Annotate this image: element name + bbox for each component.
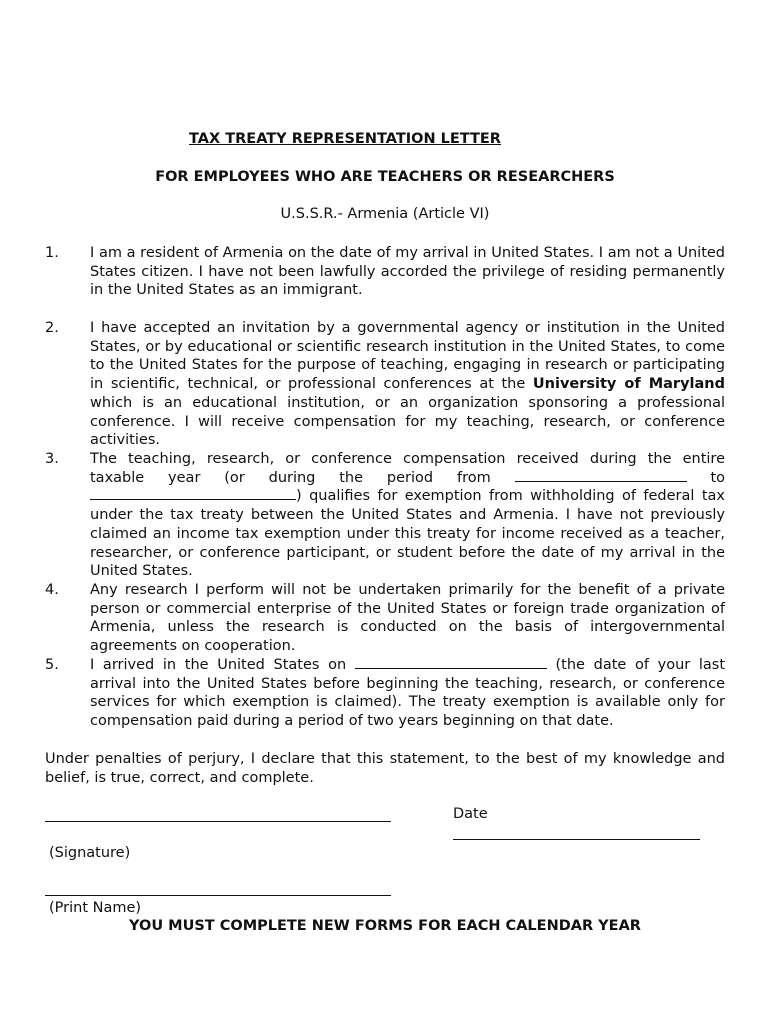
list-item-5 (45, 656, 725, 731)
perjury-declaration: Under penalties of perjury, I declare that this statement, to the best of my knowledge and belief, is true, correct, and complete. (45, 751, 725, 786)
signature-label: (Signature) (49, 845, 131, 861)
item-text-c: ) (296, 488, 302, 505)
item-text-b: (the date of your last arrival into the United States before beginning the teaching, research, or conference services for which exemption is claimed). The treaty exemption is available only for compensation paid during a period of two years beginning on that date. (90, 657, 726, 730)
list-item-4 (45, 581, 725, 656)
item-text (90, 656, 725, 731)
item-text (90, 319, 725, 450)
date-line[interactable] (453, 839, 700, 840)
item-text-a: The teaching, research, or conference compensation received during the entire taxable year (or during the period from (90, 451, 725, 486)
print-name-label: (Print Name) (49, 900, 142, 916)
arrival-date-field[interactable] (355, 656, 547, 669)
item-number: 1. (45, 245, 59, 261)
treaty-reference: U.S.S.R.- Armenia (Article VI) (280, 206, 490, 222)
period-from-field[interactable] (515, 469, 687, 482)
print-name-line[interactable] (45, 895, 391, 896)
list-item-3 (45, 450, 725, 581)
item-number: 3. (45, 451, 59, 467)
date-label: Date (453, 806, 488, 822)
item-number: 2. (45, 320, 59, 336)
item-text-after: which is an educational institution, or an organization sponsoring a professional conference. I will receive compensation for my teaching, research, or conference activities. (90, 394, 725, 449)
item-text-b: to (710, 469, 726, 486)
list-item-2 (45, 319, 725, 450)
document-title: TAX TREATY REPRESENTATION LETTER (189, 131, 501, 147)
item-number: 4. (45, 582, 59, 598)
institution-name: University of Maryland (532, 376, 725, 393)
item-text (90, 450, 725, 581)
item-text-a: I arrived in the United States on (90, 657, 347, 673)
period-to-field[interactable] (90, 487, 296, 500)
annual-renewal-notice: YOU MUST COMPLETE NEW FORMS FOR EACH CALENDAR YEAR (129, 918, 641, 934)
signature-line[interactable] (45, 821, 391, 822)
document-subtitle: FOR EMPLOYEES WHO ARE TEACHERS OR RESEARCHERS (155, 169, 615, 185)
item-text: I am a resident of Armenia on the date of my arrival in United States. I am not a United States citizen. I have not been lawfully accorded the privilege of residing permanently in the United States as an immigrant. (90, 245, 725, 299)
list-item-1 (45, 244, 725, 300)
item-text-d: qualifies for exemption from withholding of federal tax under the tax treaty between the United States and Armenia. I have not previously claimed an income tax exemption under this treaty for income received as a teacher, researcher, or conference participant, or student before the date of my arrival in the United States. (90, 488, 725, 580)
item-text: Any research I perform will not be undertaken primarily for the benefit of a private person or commercial enterprise of the United States or foreign trade organization of Armenia, unless the research is conducted on the basis of intergovernmental agreements on cooperation. (90, 582, 725, 655)
item-text-before: I have accepted an invitation by a governmental agency or institution in the United States, or by educational or scientific research institution in the United States, to come to the United States for the purpose of teaching, engaging in research or participating in scientific, technical, or professional conferences at the (90, 320, 725, 393)
item-number: 5. (45, 657, 59, 673)
